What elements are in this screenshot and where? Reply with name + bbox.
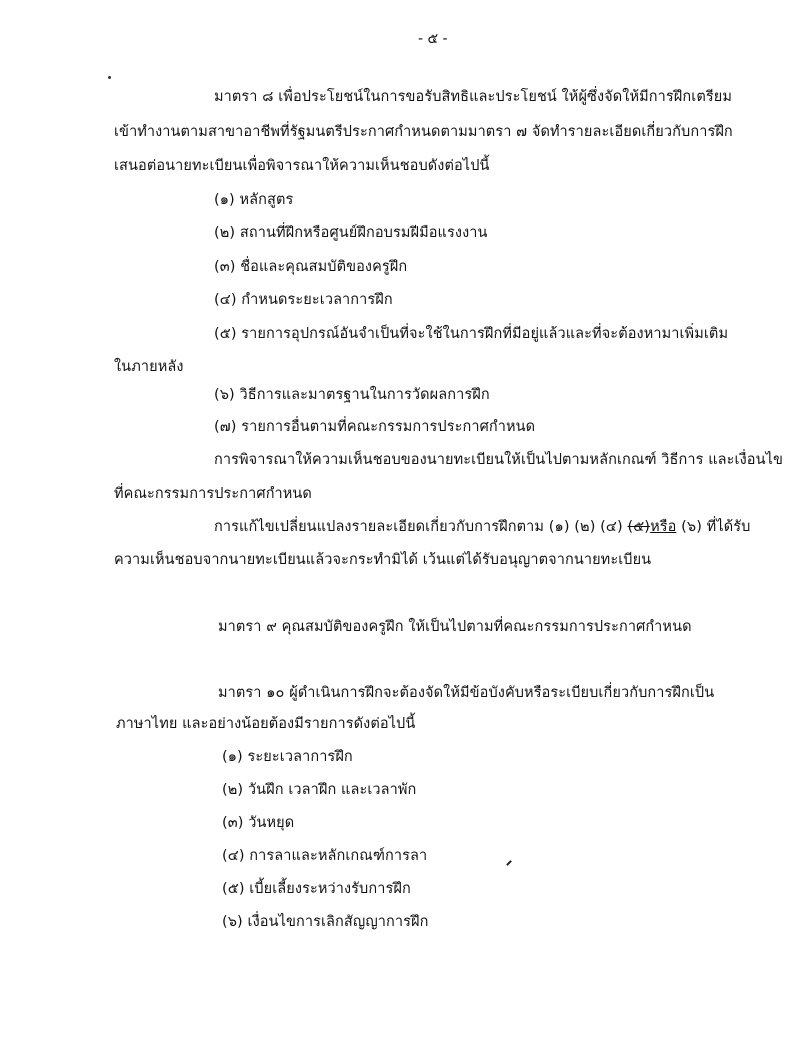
section-8-line-3: เสนอต่อนายทะเบียนเพื่อพิจารณาให้ความเห็นชอบดังต่อไปนี้	[114, 158, 490, 174]
paragraph-1-line-1: การพิจารณาให้ความเห็นชอบของนายทะเบียนให้เป็นไปตามหลักเกณฑ์ วิธีการ และเงื่อนไข	[214, 452, 783, 468]
list-item-1: (๑) หลักสูตร	[214, 192, 294, 208]
section-10-line-1: มาตรา ๑๐ ผู้ดำเนินการฝึกจะต้องจัดให้มีข้อบังคับหรือระเบียบเกี่ยวกับการฝึกเป็น	[218, 685, 715, 701]
pen-mark	[506, 860, 512, 866]
list-item-6: (๖) วิธีการและมาตรฐานในการวัดผลการฝึก	[214, 387, 490, 403]
list-item-b2: (๒) วันฝึก เวลาฝึก และเวลาพัก	[222, 782, 417, 798]
paragraph-2-text: การแก้ไขเปลี่ยนแปลงรายละเอียดเกี่ยวกับการฝึกตาม (๑) (๒) (๔)	[214, 519, 628, 535]
list-item-5: (๕) รายการอุปกรณ์อันจำเป็นที่จะใช้ในการฝึกที่มีอยู่แล้วและที่จะต้องหามาเพิ่มเติม	[214, 326, 729, 342]
list-item-2: (๒) สถานที่ฝึกหรือศูนย์ฝึกอบรมฝีมือแรงงาน	[214, 225, 488, 241]
section-9: มาตรา ๙ คุณสมบัติของครูฝึก ให้เป็นไปตามที่คณะกรรมการประกาศกำหนด	[218, 619, 692, 635]
section-8-line-2: เข้าทำงานตามสาขาอาชีพที่รัฐมนตรีประกาศกำหนดตามมาตรา ๗ จัดทำรายละเอียดเกี่ยวกับการฝึก	[114, 124, 733, 140]
list-item-3: (๓) ชื่อและคุณสมบัติของครูฝึก	[214, 259, 408, 275]
section-8-line-1: มาตรา ๘ เพื่อประโยชน์ในการขอรับสิทธิและประโยชน์ ให้ผู้ซึ่งจัดให้มีการฝึกเตรียม	[214, 89, 732, 105]
scan-speck	[108, 76, 111, 79]
page-number: - ๕ -	[418, 31, 448, 47]
paragraph-1-line-2: ที่คณะกรรมการประกาศกำหนด	[114, 486, 312, 502]
inserted-text: หรือ	[650, 519, 677, 535]
list-item-7: (๗) รายการอื่นตามที่คณะกรรมการประกาศกำหนด	[214, 419, 536, 435]
paragraph-2-text-end: (๖) ที่ได้รับ	[676, 519, 751, 535]
paragraph-2-line-2: ความเห็นชอบจากนายทะเบียนแล้วจะกระทำมิได้ เว้นแต่ได้รับอนุญาตจากนายทะเบียน	[114, 552, 652, 568]
list-item-b4: (๔) การลาและหลักเกณฑ์การลา	[222, 848, 428, 864]
list-item-5-continued: ในภายหลัง	[114, 359, 184, 375]
list-item-b3: (๓) วันหยุด	[222, 815, 295, 831]
list-item-b1: (๑) ระยะเวลาการฝึก	[222, 749, 353, 765]
list-item-4: (๔) กำหนดระยะเวลาการฝึก	[214, 292, 393, 308]
paragraph-2-line-1	[214, 517, 750, 537]
section-10-line-2: ภาษาไทย และอย่างน้อยต้องมีรายการดังต่อไปนี้	[116, 716, 416, 732]
struck-text: (๕)	[627, 519, 651, 535]
list-item-b6: (๖) เงื่อนไขการเลิกสัญญาการฝึก	[222, 914, 429, 930]
list-item-b5: (๕) เบี้ยเลี้ยงระหว่างรับการฝึก	[222, 881, 411, 897]
